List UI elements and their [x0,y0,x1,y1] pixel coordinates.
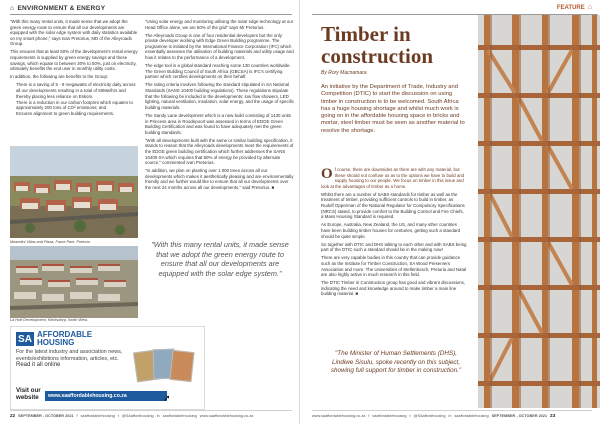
social-link[interactable]: saaffordablehousing [80,413,115,418]
ad-visit-label [16,388,41,402]
website-link[interactable]: www.saaffordablehousing.co.za [312,413,366,418]
aerial-photo-illustration [10,246,138,318]
list-item: • There is a reduction in our carbon footprint which equates to approximately 200 tons of CO² emissions; and [16,100,138,111]
house-icon: ⌂ [10,5,15,12]
paragraph: There are very capable bodies in this country that can provide guidance such as the Institute for Timber Construction, SA Wood Preservers Association and more. The Universities of Stellenbosch, Pretoria and Natal are also highly active in much research in this field. [321,255,467,278]
title-line-1: Timber in [321,22,411,46]
ad-logo-line2: HOUSING [37,338,75,347]
website-link[interactable]: www.saaffordablehousing.co.za [199,413,254,418]
feature-body [321,167,467,299]
ad-read-online: Read it all online [16,362,61,369]
lead-text: f course, there are downsides as there are with any material, but these should not confuse us as to the options we have to build and supply housing to our people. We focus on timber in this issue and look at the advantages of timber as a home. [321,167,465,189]
article-column-2 [145,19,295,231]
magazine-cover [169,350,194,382]
paragraph: The edge tool is a global standard reaching some 130 countries worldwide. The Green Building Council of South Africa (GBCSA) is IFC's certifying partner which certifies developments on their behalf. [145,63,291,80]
social-link[interactable]: saaffordablehousing [372,413,407,418]
photo-caption-1: Mnandini Villas and Plaza, Faure Park, Pretoria [10,240,90,244]
paragraph: As Europe, Australia, New Zealand, the US, and many other countries have been building timber houses for centuries, getting such a standard should be quite simple. [321,222,461,239]
visit-line-1: Visit our [16,387,41,394]
section-header-label: ENVIRONMENT & ENERGY [17,5,106,12]
paragraph: Whilst there are a number of SABS standards for timber as well as the treatment of timber, providing sufficient controls to build in timber, as Rudolf Opperman of the National Regulator for Compulsory Specifications (NRCS) stated, to provide comfort to the Building Control and Fire Chiefs, a Mass Housing Standard is required. [321,191,465,220]
facebook-icon: f [368,413,370,418]
right-footer [312,413,555,418]
paragraph: The Alleyroads Group is one of four residential developers but the only private developer working with Edge Green Building programme. The programme is initiated by the International Finance Corporation (IFC) which essentially assesses the utilisation of building materials and utility usage and how it relates to the performance of a development. [145,32,294,61]
footer-rule [10,410,292,411]
byline: By Rory Macnamara [321,70,367,76]
feature-section-tag [557,4,592,11]
footer-rule [312,410,592,411]
list-item: • Ensures alignment to green building requirements. [16,111,138,117]
paragraph: "With this many rental units, it made sense that we adopt the green energy route to ensure that all our developments are equipped with the solar edge system with daily statistics available on my smart phone," says Ivan Pretorius, MD of the Alleyroads Group. [10,19,138,47]
paragraph: The rating criteria involves following the standard stipulated in SA National Standards (SANS 10400 building regulations). These regulations stipulate that the following be included in the developments: low flow showers, LED lighting, natural ventilation, insulation, solar energy, and the usage of specific building materials. [145,82,295,110]
standfirst: An initiative by the Department of Trade, Industry and Competition (DTIC) to start the discussion on using timber in construction is to be welcomed. South Africa has a huge housing shortage and whilst much work is going on in the affordable housing space in bricks and mortar, steel timber must be seen as another material to resolve the shortage. [321,84,465,134]
social-link[interactable]: @SAaffordhousing [121,413,154,418]
linkedin-icon: in [448,413,452,418]
header-rule [10,14,292,15]
left-footer [10,413,253,418]
title-line-2: construction [321,44,433,68]
visit-line-2: website [16,393,39,401]
pull-quote-right: "The Minister of Human Settlements (DHS), Lindiwe Sisulu, spoke recently on this subject, showing full support for timber in construction." [330,350,462,374]
pointer-cursor-icon: ➚ [163,393,171,403]
linkedin-icon: in [156,413,160,418]
paragraph: The Sandy Lane development which is a new build consisting of 1430 units in Princess area in Roodepoort was assessed in terms of EDGE Green Building Certification and was found to have adequately met the green building standards. [145,112,291,135]
photo-caption-2: La Hoff Development, Klerksdorp, North West. [10,318,89,322]
ad-website-link[interactable]: www.saaffordablehousing.co.za [45,391,167,401]
article-column-1 [10,19,138,144]
house-icon: ⌂ [587,4,592,11]
timber-frame-illustration [478,15,600,408]
social-link[interactable]: @SAaffordhousing [413,413,446,418]
lead-paragraph [321,167,467,189]
page-number: 22 [10,413,16,418]
ad-logo-mark: SA [16,332,34,346]
paragraph: "Using solar energy and monitoring utilising the solar edge technology at our Head Office alone, we are 50% of the grid" says Mr Pretorius. [145,19,294,30]
feature-title [321,23,433,67]
magazine-covers-image [131,349,201,389]
social-link[interactable]: saaffordablehousing [162,413,197,418]
photo-la-hoff-development [10,246,138,318]
section-header [10,4,105,13]
paragraph: "In addition, we plan on planting over 1 000 trees across all our developments which makes it aesthetically pleasing and are environmentally friendly and we further would like to ensure that all our developments over the next 24 months across all our developments," said Pretorius. ■ [145,168,294,191]
benefits-list [16,82,138,116]
issue-label: SEPTEMBER - OCTOBER 2021 [18,413,74,418]
timber-scaffolding-photo [478,15,600,408]
issue-label: SEPTEMBER - OCTOBER 2021 [491,413,548,418]
pull-quote: "With this many rental units, it made sense that we adopt the green energy route to ensure that all our developments are equipped with the solar edge system." [151,240,289,278]
facebook-icon: f [76,413,78,418]
paragraph: So together with DTIC and DHS talking to each other and with SABS being part of the DTIC such a standard should be in the making now! [321,241,467,253]
paragraph: The DTIC Timber in Construction group has good and vibrant discussions, indicating the need and knowledge around to make timber a main line building material. ■ [321,280,465,297]
drop-cap: O [321,166,333,182]
ad-body-text: For the latest industry and association news, events/exhibitions information, articles, etc. [16,349,123,362]
paragraph: "With all developments built with the same or similar building specification, it stands to reason that the Alleyroads developments meet the requirements of the EDGE green building certification which further addresses the SANS 10400-XA which requires that 50% of energy be provided by alternate source," commented Ivan Pretorius. [145,137,294,166]
housing-photo-illustration [10,146,138,238]
list-item: • There is a saving of 5 - 8 megawatts of electricity daily across all our developments resulting in a total of 50Mw/hrs and thereby placing less reliance on Eskom. [16,82,138,99]
page-number: 23 [550,413,556,418]
twitter-icon: t [117,413,119,418]
feature-tag-label: FEATURE [556,4,585,11]
ad-logo-line1: AFFORDABLE [37,330,93,339]
ad-body [16,349,124,369]
affordable-housing-ad[interactable] [10,326,205,410]
paragraph: In addition, the following are benefits to the Group: [10,74,109,80]
social-link[interactable]: saaffordablehousing [454,413,489,418]
paragraph: This ensures that at least 50% of the development's rental energy requirements is supplied by green energy savings and these savings, which equate to between 30% to 50%, just on electricity, ultimately benefits the end user in monthly utility costs. [10,49,138,72]
photo-mnandini-villas [10,146,138,238]
twitter-icon: t [409,413,411,418]
ad-logo [16,331,92,347]
